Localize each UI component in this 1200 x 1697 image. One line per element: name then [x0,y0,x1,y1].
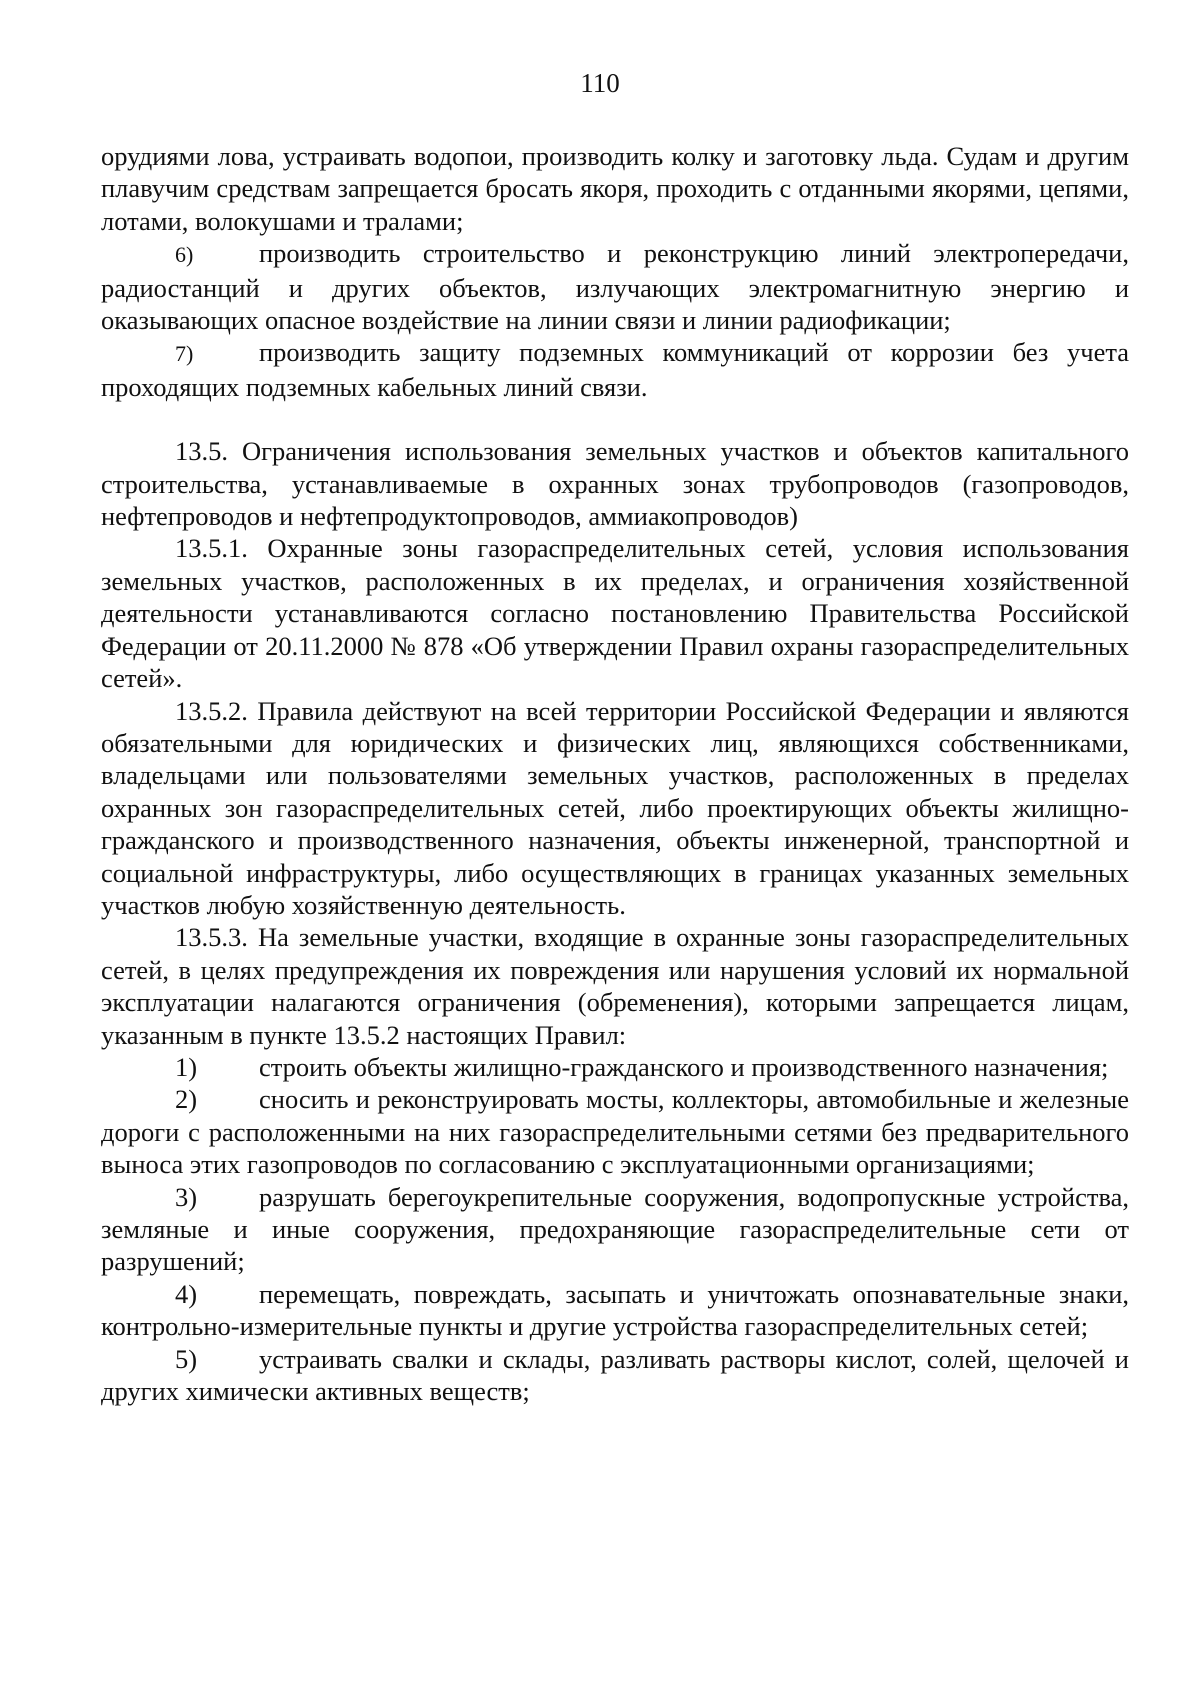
list-item-7 [101,336,1129,403]
paragraph-text: строить объекты жилищно-гражданского и производственного назначения; [259,1051,1109,1082]
clause-13-5-2 [101,695,1129,922]
page-number: 110 [580,68,620,98]
paragraph-text: производить защиту подземных коммуникаций от коррозии без учета проходящих подземных кабельных линий связи. [101,337,1129,402]
list-item-4 [101,1278,1129,1343]
list-marker: 2) [175,1084,198,1115]
list-marker: 6) [175,242,194,268]
paragraph-continuation [101,140,1129,237]
paragraph-text: производить строительство и реконструкцию линий электропередачи, радиостанций и других объектов, излучающих электромагнитную энергию и оказывающих опасное воздействие на линии связи и линии радиофикации; [101,238,1129,336]
list-item-1 [101,1051,1129,1083]
paragraph-text: устраивать свалки и склады, разливать растворы кислот, солей, щелочей и других химически активных веществ; [101,1343,1129,1407]
list-marker: 7) [175,341,194,367]
paragraph-text: перемещать, повреждать, засыпать и уничтожать опознавательные знаки, контрольно-измерительные пункты и другие устройства газораспределительных сетей; [101,1278,1129,1342]
paragraph-text: 13.5. Ограничения использования земельных участков и объектов капитального строительства, устанавливаемые в охранных зонах трубопроводов (газопроводов, нефтепроводов и нефтепродуктопроводов, аммиакопроводов) [101,436,1129,532]
list-marker: 5) [175,1343,198,1374]
list-item-3 [101,1181,1129,1278]
clause-13-5-3 [101,921,1129,1051]
paragraph-text: разрушать берегоукрепительные сооружения, водопропускные устройства, земляные и иные сооружения, предохраняющие газораспределительные сети от разрушений; [101,1181,1129,1277]
paragraph-text: 13.5.2. Правила действуют на всей территории Российской Федерации и являются обязательными для юридических и физических лиц, являющихся собственниками, владельцами или пользователями земельных участков, расположенных в пределах охранных зон газораспределительных сетей, либо проектирующих объекты жилищно-гражданского и производственного назначения, объекты инженерной, транспортной и социальной инфраструктуры, либо осуществляющих в границах указанных земельных участков любую хозяйственную деятельность. [101,695,1129,920]
list-marker: 4) [175,1278,198,1309]
paragraph-text: сносить и реконструировать мосты, коллекторы, автомобильные и железные дороги с расположенными на них газораспределительными сетями без предварительного выноса этих газопроводов по согласованию с эксплуатационными организациями; [101,1084,1129,1180]
document-body [101,140,1129,1407]
clause-13-5-1 [101,532,1129,694]
paragraph-text: 13.5.3. На земельные участки, входящие в охранные зоны газораспределительных сетей, в целях предупреждения их повреждения или нарушения условий их нормальной эксплуатации налагаются ограничения (обременения), которыми запрещается лицам, указанным в пункте 13.5.2 настоящих Правил: [101,922,1129,1050]
section-gap [101,403,1129,435]
list-item-2 [101,1083,1129,1180]
list-item-6 [101,237,1129,336]
section-heading-13-5 [101,435,1129,532]
list-marker: 3) [175,1181,198,1212]
list-item-5 [101,1343,1129,1408]
list-marker: 1) [175,1051,198,1082]
paragraph-text: орудиями лова, устраивать водопои, производить колку и заготовку льда. Судам и другим плавучим средствам запрещается бросать якоря, проходить с отданными якорями, цепями, лотами, волокушами и тралами; [101,141,1129,236]
paragraph-text: 13.5.1. Охранные зоны газораспределительных сетей, условия использования земельных участков, расположенных в их пределах, и ограничения хозяйственной деятельности устанавливаются согласно постановлению Правительства Российской Федерации от 20.11.2000 № 878 «Об утверждении Правил охраны газораспределительных сетей». [101,533,1129,694]
